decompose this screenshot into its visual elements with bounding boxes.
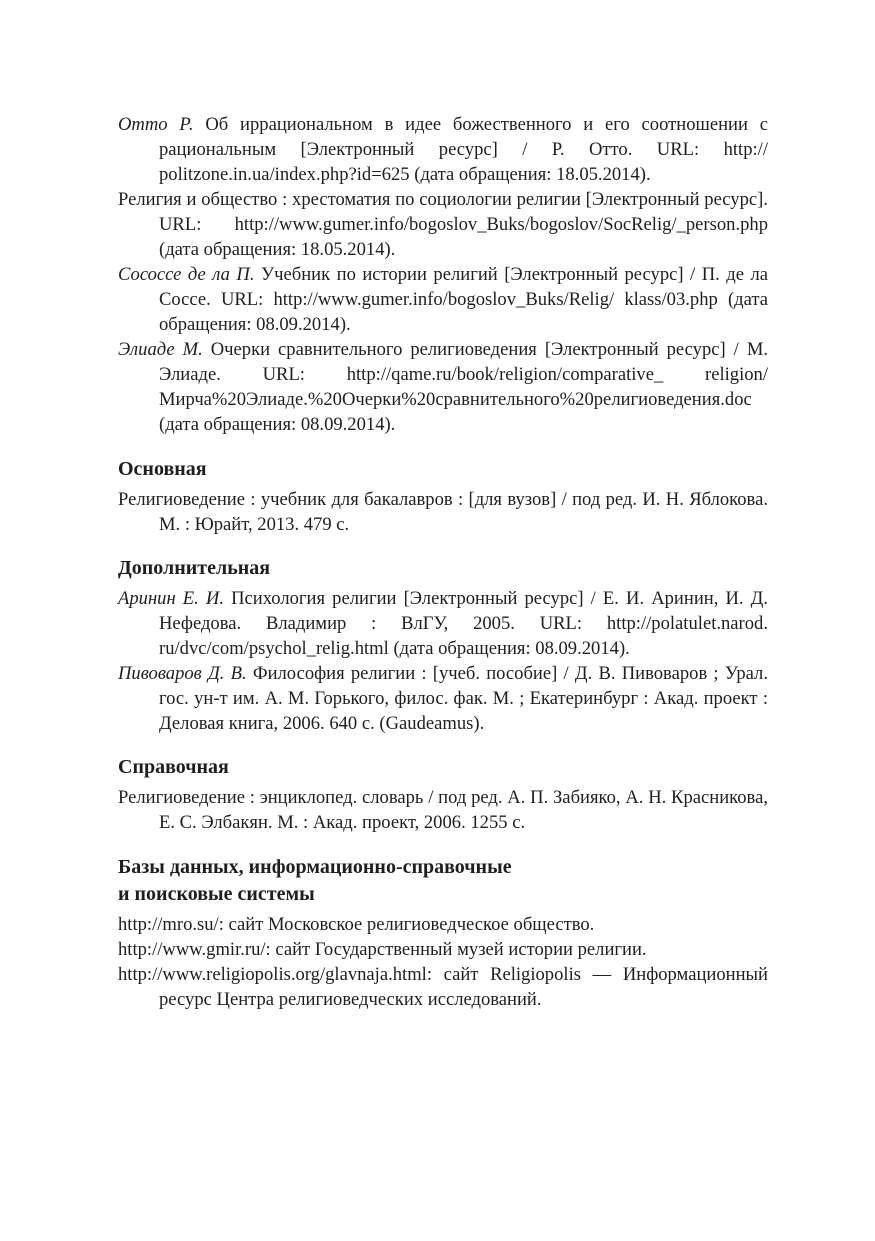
section-heading-main: Основная bbox=[118, 458, 207, 480]
entry-text: Религиоведение : энциклопед. словарь / под ред. А. П. Забияко, А. Н. Красникова, Е. С. Элбакян. М. : Акад. проект, 2006. 1255 с. bbox=[118, 787, 768, 833]
bib-entry-otto bbox=[118, 112, 768, 187]
bibliography-page bbox=[118, 112, 768, 1012]
bib-entry-sosse bbox=[118, 262, 768, 337]
bib-entry-main bbox=[118, 487, 768, 537]
bib-entry-religion-society bbox=[118, 187, 768, 262]
entry-text: http://www.gmir.ru/: сайт Государственный музей истории религии. bbox=[118, 939, 647, 960]
entry-author: Элиаде М. bbox=[118, 339, 203, 360]
bib-entry-pivovarov bbox=[118, 661, 768, 736]
bib-entry-gmir bbox=[118, 937, 768, 962]
entry-text: Психология религии [Электронный ресурс] / Е. И. Аринин, И. Д. Нефедова. Владимир : ВлГУ, 2005. URL: http://polatulet.narod. ru/dvc/com/psychol_relig.html (дата обращения: 08.09.2014). bbox=[159, 588, 768, 659]
entry-author: Сососсе де ла П. bbox=[118, 264, 255, 285]
entry-text: Учебник по истории религий [Электронный ресурс] / П. де ла Соссе. URL: http://www.gumer.info/bogoslov_Buks/Relig/ klass/03.php (дата обращения: 08.09.2014). bbox=[159, 264, 768, 335]
bib-entry-mro bbox=[118, 912, 768, 937]
bib-entry-arinin bbox=[118, 586, 768, 661]
entry-text: Философия религии : [учеб. пособие] / Д. В. Пивоваров ; Урал. гос. ун-т им. А. М. Горького, филос. фак. М. ; Екатеринбург : Акад. проект : Деловая книга, 2006. 640 с. (Gaudeamus). bbox=[159, 663, 768, 734]
section-heading-databases bbox=[118, 854, 768, 908]
entry-author: Аринин Е. И. bbox=[118, 588, 224, 609]
entry-author: Пивоваров Д. В. bbox=[118, 663, 247, 684]
section-heading-databases-line2: и поисковые системы bbox=[118, 883, 315, 905]
entry-author: Отто Р. bbox=[118, 114, 194, 135]
bib-entry-eliade bbox=[118, 337, 768, 437]
entry-text: Об иррациональном в идее божественного и его соотношении с рациональным [Электронный ресурс] / Р. Отто. URL: http:// politzone.in.ua/index.php?id=625 (дата обращения: 18.05.2014). bbox=[159, 114, 768, 185]
section-heading-additional: Дополнительная bbox=[118, 557, 271, 579]
intro-entries bbox=[118, 112, 768, 437]
section-heading-reference: Справочная bbox=[118, 756, 229, 778]
entry-text: Религия и общество : хрестоматия по социологии религии [Электронный ресурс]. URL: http://www.gumer.info/bogoslov_Buks/bogoslov/SocRelig/_person.php (дата обращения: 18.05.2014). bbox=[118, 189, 768, 260]
entry-text: http://mro.su/: сайт Московское религиоведческое общество. bbox=[118, 914, 595, 935]
entry-text: Религиоведение : учебник для бакалавров : [для вузов] / под ред. И. Н. Яблокова. М. : Юрайт, 2013. 479 с. bbox=[118, 489, 768, 535]
entry-text: http://www.religiopolis.org/glavnaja.html: сайт Religiopolis — Информационный ресурс Центра религиоведческих исследований. bbox=[118, 964, 768, 1010]
entry-text: Очерки сравнительного религиоведения [Электронный ресурс] / М. Элиаде. URL: http://qame.ru/book/religion/comparative_ religion/Мирча%20Элиаде.%20Очерки%20сравнительного%20религиоведения.doc (дата обращения: 08.09.2014). bbox=[159, 339, 769, 435]
section-heading-databases-line1: Базы данных, информационно-справочные bbox=[118, 856, 512, 878]
bib-entry-encyclopedia bbox=[118, 785, 768, 835]
bib-entry-religiopolis bbox=[118, 962, 768, 1012]
